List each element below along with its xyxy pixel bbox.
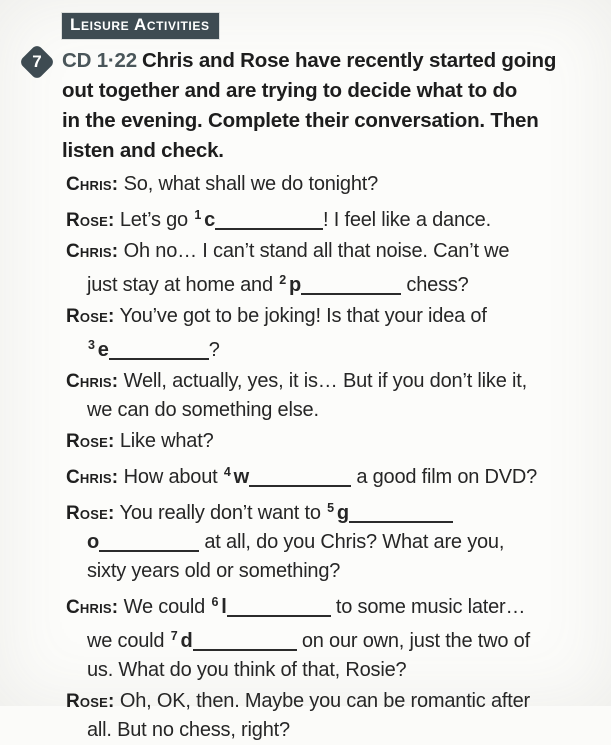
- dialogue-turn: Chris: So, what shall we do tonight?: [66, 173, 379, 195]
- speaker-name: Rose:: [66, 210, 115, 231]
- exercise-number-badge: [19, 44, 56, 81]
- blank-answer-line[interactable]: [227, 615, 331, 617]
- speaker-name: Rose:: [66, 691, 115, 712]
- fill-in-blank[interactable]: [223, 466, 351, 488]
- blank-hint-letter: l: [221, 596, 227, 618]
- speaker-name: Rose:: [66, 431, 115, 452]
- blank-hint-letter: g: [336, 502, 349, 524]
- cd-track-label: CD 1·22: [62, 49, 137, 72]
- dialogue-turn: Chris: Oh no… I can’t stand all that noise. Can’t we just stay at home and $^2$ p chess?: [66, 240, 510, 296]
- section-tag-label: Leisure Activities: [70, 15, 210, 34]
- blank-answer-line[interactable]: [215, 228, 323, 230]
- blank-number: 7: [170, 629, 178, 643]
- speaker-name: Chris:: [66, 467, 119, 488]
- blank-answer-line[interactable]: [109, 358, 209, 360]
- blank-hint-letter: c: [204, 209, 216, 231]
- speaker-name: Rose:: [66, 306, 115, 327]
- fill-in-blank[interactable]: [193, 209, 323, 231]
- blank-answer-line[interactable]: [249, 485, 351, 487]
- fill-in-blank[interactable]: [87, 531, 199, 553]
- fill-in-blank[interactable]: [278, 274, 401, 296]
- blank-answer-line[interactable]: [193, 649, 297, 651]
- dialogue-turn: Rose: Like what?: [66, 430, 214, 452]
- dialogue-turn: Chris: How about $^4$ w a good film on DVD?: [66, 465, 538, 488]
- blank-number: 1: [194, 208, 202, 222]
- blank-number: 6: [211, 595, 219, 609]
- section-tag: [62, 13, 219, 39]
- blank-hint-letter: o: [87, 531, 100, 553]
- dialogue-turn: Rose: Let’s go $^1$ c ! I feel like a dance.: [66, 208, 491, 231]
- blank-hint-letter: w: [233, 466, 249, 488]
- exercise-instructions: [62, 46, 607, 166]
- blank-hint-letter: d: [180, 630, 193, 652]
- blank-answer-line[interactable]: [99, 550, 199, 552]
- speaker-name: Rose:: [66, 503, 115, 524]
- fill-in-blank[interactable]: [326, 502, 453, 524]
- dialogue-turn: Rose: You’ve got to be joking! Is that your idea of $^3$ e ?: [66, 305, 487, 361]
- speaker-name: Chris:: [66, 174, 119, 195]
- blank-number: 2: [279, 273, 287, 287]
- exercise-number: 7: [32, 52, 42, 71]
- blank-hint-letter: p: [289, 274, 302, 296]
- dialogue-turn: Chris: We could $^6$ l to some music later… we could $^7$ d on our own, just the two of us. What do you think of that, Rosie?: [66, 595, 530, 681]
- blank-answer-line[interactable]: [301, 293, 401, 295]
- blank-answer-line[interactable]: [349, 521, 453, 523]
- fill-in-blank[interactable]: [87, 339, 209, 361]
- instruction-text: Chris and Rose have recently started going out together and are trying to decide what to do in the evening. Complete their conversation. Then listen and check.: [62, 49, 557, 162]
- dialogue-turn: Rose: Oh, OK, then. Maybe you can be romantic after all. But no chess, right?: [66, 690, 530, 741]
- blank-number: 5: [327, 501, 334, 515]
- dialogue: [66, 170, 611, 745]
- fill-in-blank[interactable]: [210, 596, 330, 618]
- blank-number: 3: [88, 338, 95, 352]
- blank-hint-letter: e: [97, 339, 109, 361]
- dialogue-turn: Chris: Well, actually, yes, it is… But if you don’t like it, we can do something else.: [66, 370, 527, 421]
- speaker-name: Chris:: [66, 241, 119, 262]
- dialogue-turn: Rose: You really don’t want to $^5$ g o at all, do you Chris? What are you, sixty years old or something?: [66, 501, 505, 582]
- fill-in-blank[interactable]: [170, 630, 297, 652]
- speaker-name: Chris:: [66, 371, 119, 392]
- exercise-block: [32, 46, 611, 745]
- speaker-name: Chris:: [66, 597, 119, 618]
- blank-number: 4: [223, 465, 231, 479]
